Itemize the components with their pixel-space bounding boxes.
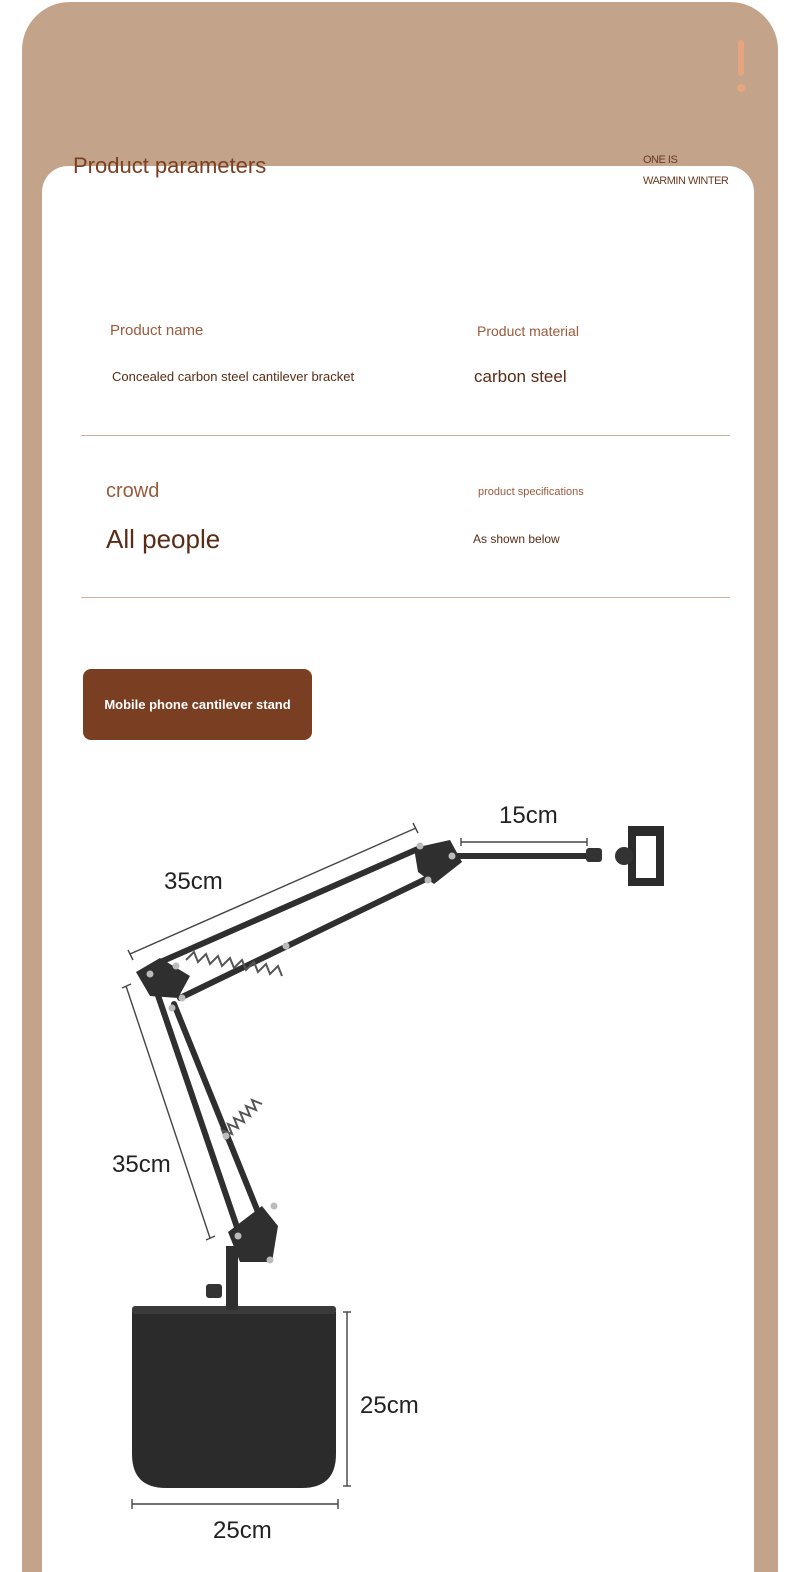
divider-2 [81, 597, 730, 598]
brand-line-1: ONE IS [643, 154, 678, 166]
product-name-label: Product name [110, 322, 204, 339]
dimension-lower-arm: 35cm [112, 1151, 171, 1178]
product-material-label: Product material [477, 323, 579, 339]
section-tag: Mobile phone cantilever stand [83, 669, 312, 740]
page-title: Product parameters [73, 153, 267, 178]
dimension-holder-arm: 15cm [499, 802, 558, 829]
crowd-label: crowd [106, 480, 160, 502]
crowd-value: All people [106, 524, 221, 554]
dimension-upper-arm: 35cm [164, 868, 223, 895]
brand-line-2: WARMIN WINTER [643, 175, 729, 187]
dimension-base-width: 25cm [213, 1517, 272, 1544]
product-spec-label: product specifications [478, 486, 584, 498]
product-spec-value: As shown below [473, 532, 560, 546]
exclamation-icon [735, 40, 747, 96]
brand-tagline [643, 150, 728, 192]
product-material-value: carbon steel [474, 367, 567, 386]
product-name-value: Concealed carbon steel cantilever bracket [112, 369, 355, 384]
dimension-base-height: 25cm [360, 1392, 419, 1419]
divider-1 [81, 435, 730, 436]
